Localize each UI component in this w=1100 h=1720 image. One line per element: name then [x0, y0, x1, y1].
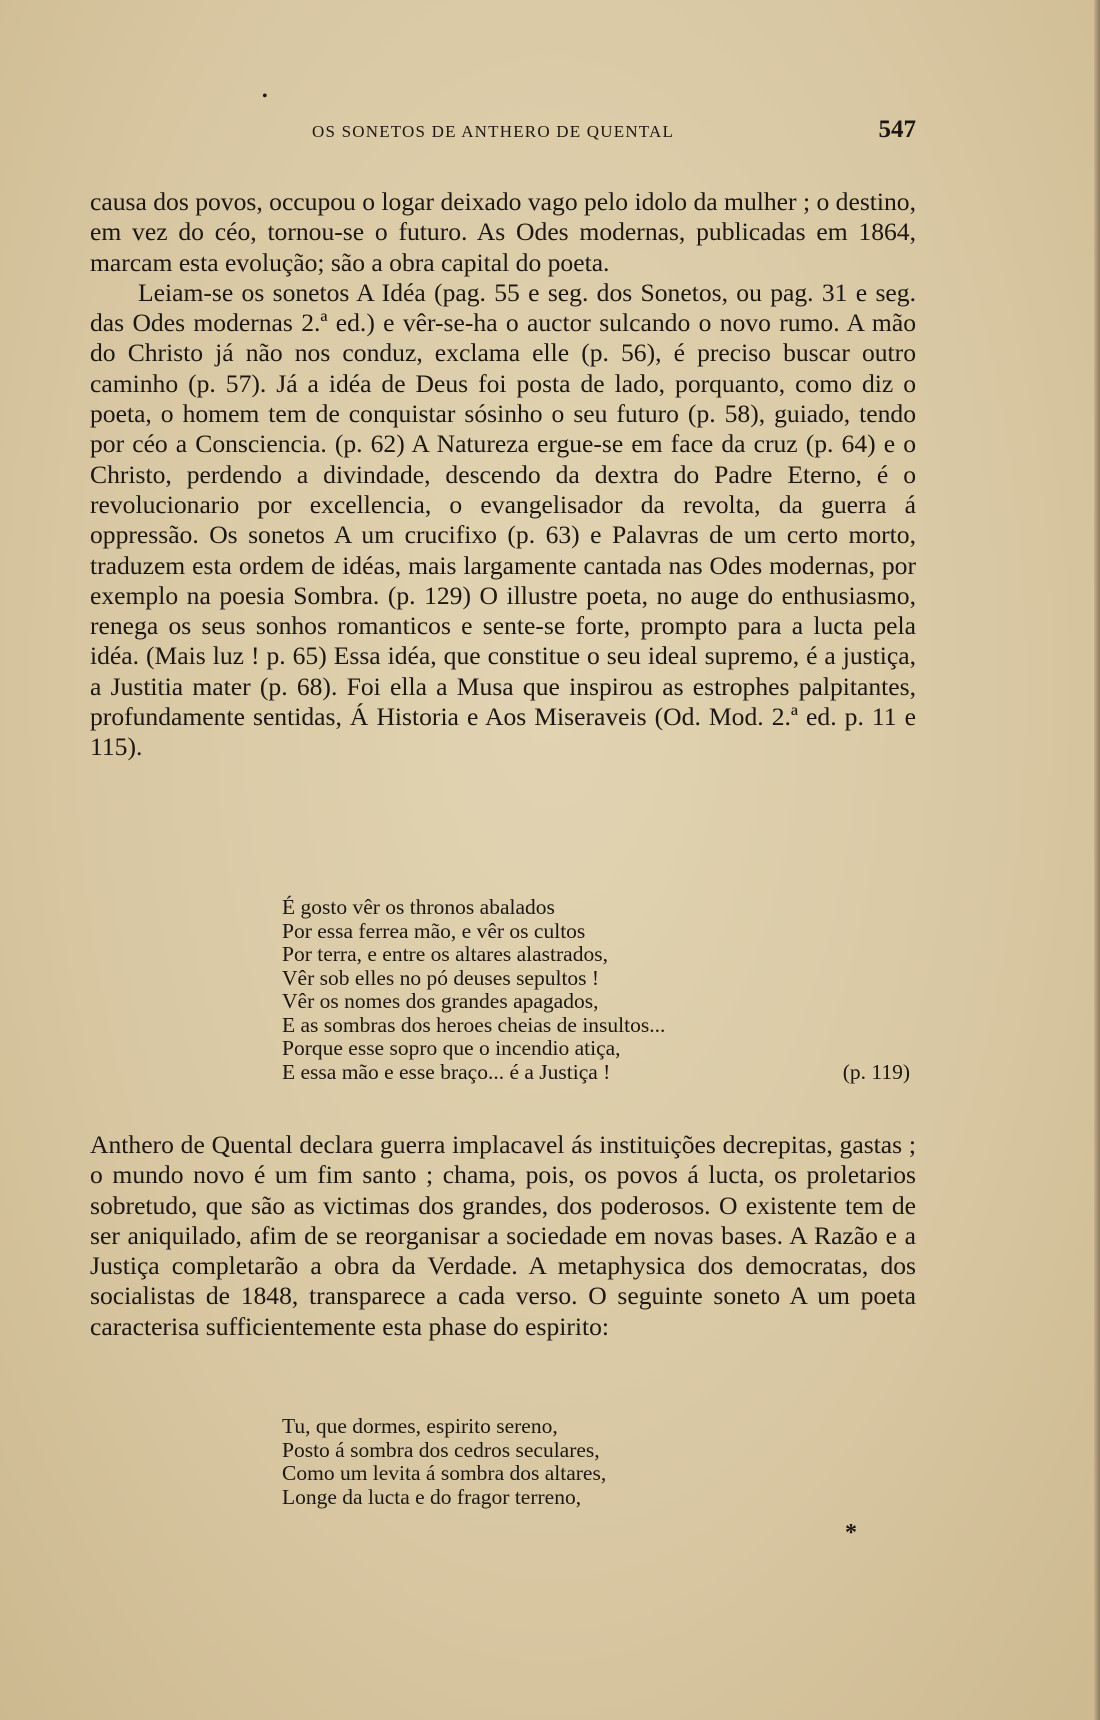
- verse-line: Longe da lucta e do fragor terreno,: [282, 1484, 582, 1509]
- verse-line: É gosto vêr os thronos abalados: [282, 895, 555, 919]
- verse-quotation-1: [282, 896, 910, 1084]
- page-number: 547: [878, 116, 916, 143]
- verse-line: Por essa ferrea mão, e vêr os cultos: [282, 918, 586, 943]
- running-head: OS SONETOS DE ANTHERO DE QUENTAL: [312, 122, 675, 141]
- verse-line: Por terra, e entre os altares alastrados,: [282, 942, 608, 966]
- paragraph-2: Leiam-se os sonetos A Idéa (pag. 55 e seg. dos Sonetos, ou pag. 31 e seg. das Odes modernas 2.ª ed.) e vêr-se-ha o auctor sulcando o novo rumo. A mão do Christo já não nos conduz, exclama elle (p. 56), é preciso buscar outro caminho (p. 57). Já a idéa de Deus foi posta de lado, porquanto, como diz o poeta, o homem tem de conquistar sósinho o seu futuro (p. 58), guiado, tendo por céo a Consciencia. (p. 62) A Natureza ergue-se em face da cruz (p. 64) e o Christo, perdendo a divindade, descendo da dextra do Padre Eterno, é o revolucionario por excellencia, o evangelisador da revolta, da guerra á oppressão. Os sonetos A um crucifixo (p. 63) e Palavras de um certo morto, traduzem esta ordem de idéas, mais largamente cantada nas Odes modernas, por exemplo na poesia Sombra. (p. 129) O illustre poeta, no auge do enthusiasmo, renega os seus sonhos romanticos e sente-se forte, prompto para a lucta pela idéa. (Mais luz ! p. 65) Essa idéa, que constitue o seu ideal supremo, é a justiça, a Justitia mater (p. 68). Foi ella a Musa que inspirou as estrophes palpitantes, profundamente sentidas, Á Historia e Aos Miseraveis (Od. Mod. 2.ª ed. p. 11 e 115).: [90, 277, 916, 762]
- verse-line: Tu, que dormes, espirito sereno,: [282, 1414, 558, 1438]
- verse-line: Vêr sob elles no pó deuses sepultos !: [282, 965, 600, 990]
- signature-star-mark: *: [845, 1520, 857, 1546]
- verse-line-last: [282, 1061, 910, 1085]
- page-header: [90, 118, 916, 150]
- verse-line: Como um levita á sombra dos altares,: [282, 1461, 607, 1485]
- paragraph-3: Anthero de Quental declara guerra implacavel ás instituições decrepitas, gastas ; o mundo novo é um fim santo ; chama, pois, os povos á lucta, os proletarios sobretudo, que são as victimas dos grandes, dos poderosos. O existente tem de ser aniquilado, afim de se reorganisar a sociedade em novas bases. A Razão e a Justiça completarão a obra da Verdade. A metaphysica dos democratas, dos socialistas de 1848, transparece a cada verso. O seguinte soneto A um poeta caracterisa sufficientemente esta phase do espirito:: [90, 1130, 916, 1341]
- paragraph-1: causa dos povos, occupou o logar deixado vago pelo idolo da mulher ; o destino, em vez do céo, tornou-se o futuro. As Odes modernas, publicadas em 1864, marcam esta evolução; são a obra capital do poeta.: [90, 187, 916, 277]
- verse-line: Vêr os nomes dos grandes apagados,: [282, 989, 599, 1013]
- verse-line: Posto á sombra dos cedros seculares,: [282, 1437, 600, 1462]
- verse-quotation-2: [282, 1415, 910, 1509]
- verse-line-text: E essa mão e esse braço... é a Justiça !: [282, 1059, 611, 1084]
- printer-dot: •: [262, 88, 268, 105]
- verse-line: E as sombras dos heroes cheias de insultos...: [282, 1012, 666, 1037]
- page-edge: [1094, 0, 1100, 1720]
- verse-page-reference: (p. 119): [842, 1059, 910, 1084]
- body-text-upper: [90, 187, 916, 763]
- body-text-lower: [90, 1130, 916, 1342]
- verse-line: Porque esse sopro que o incendio atiça,: [282, 1036, 621, 1060]
